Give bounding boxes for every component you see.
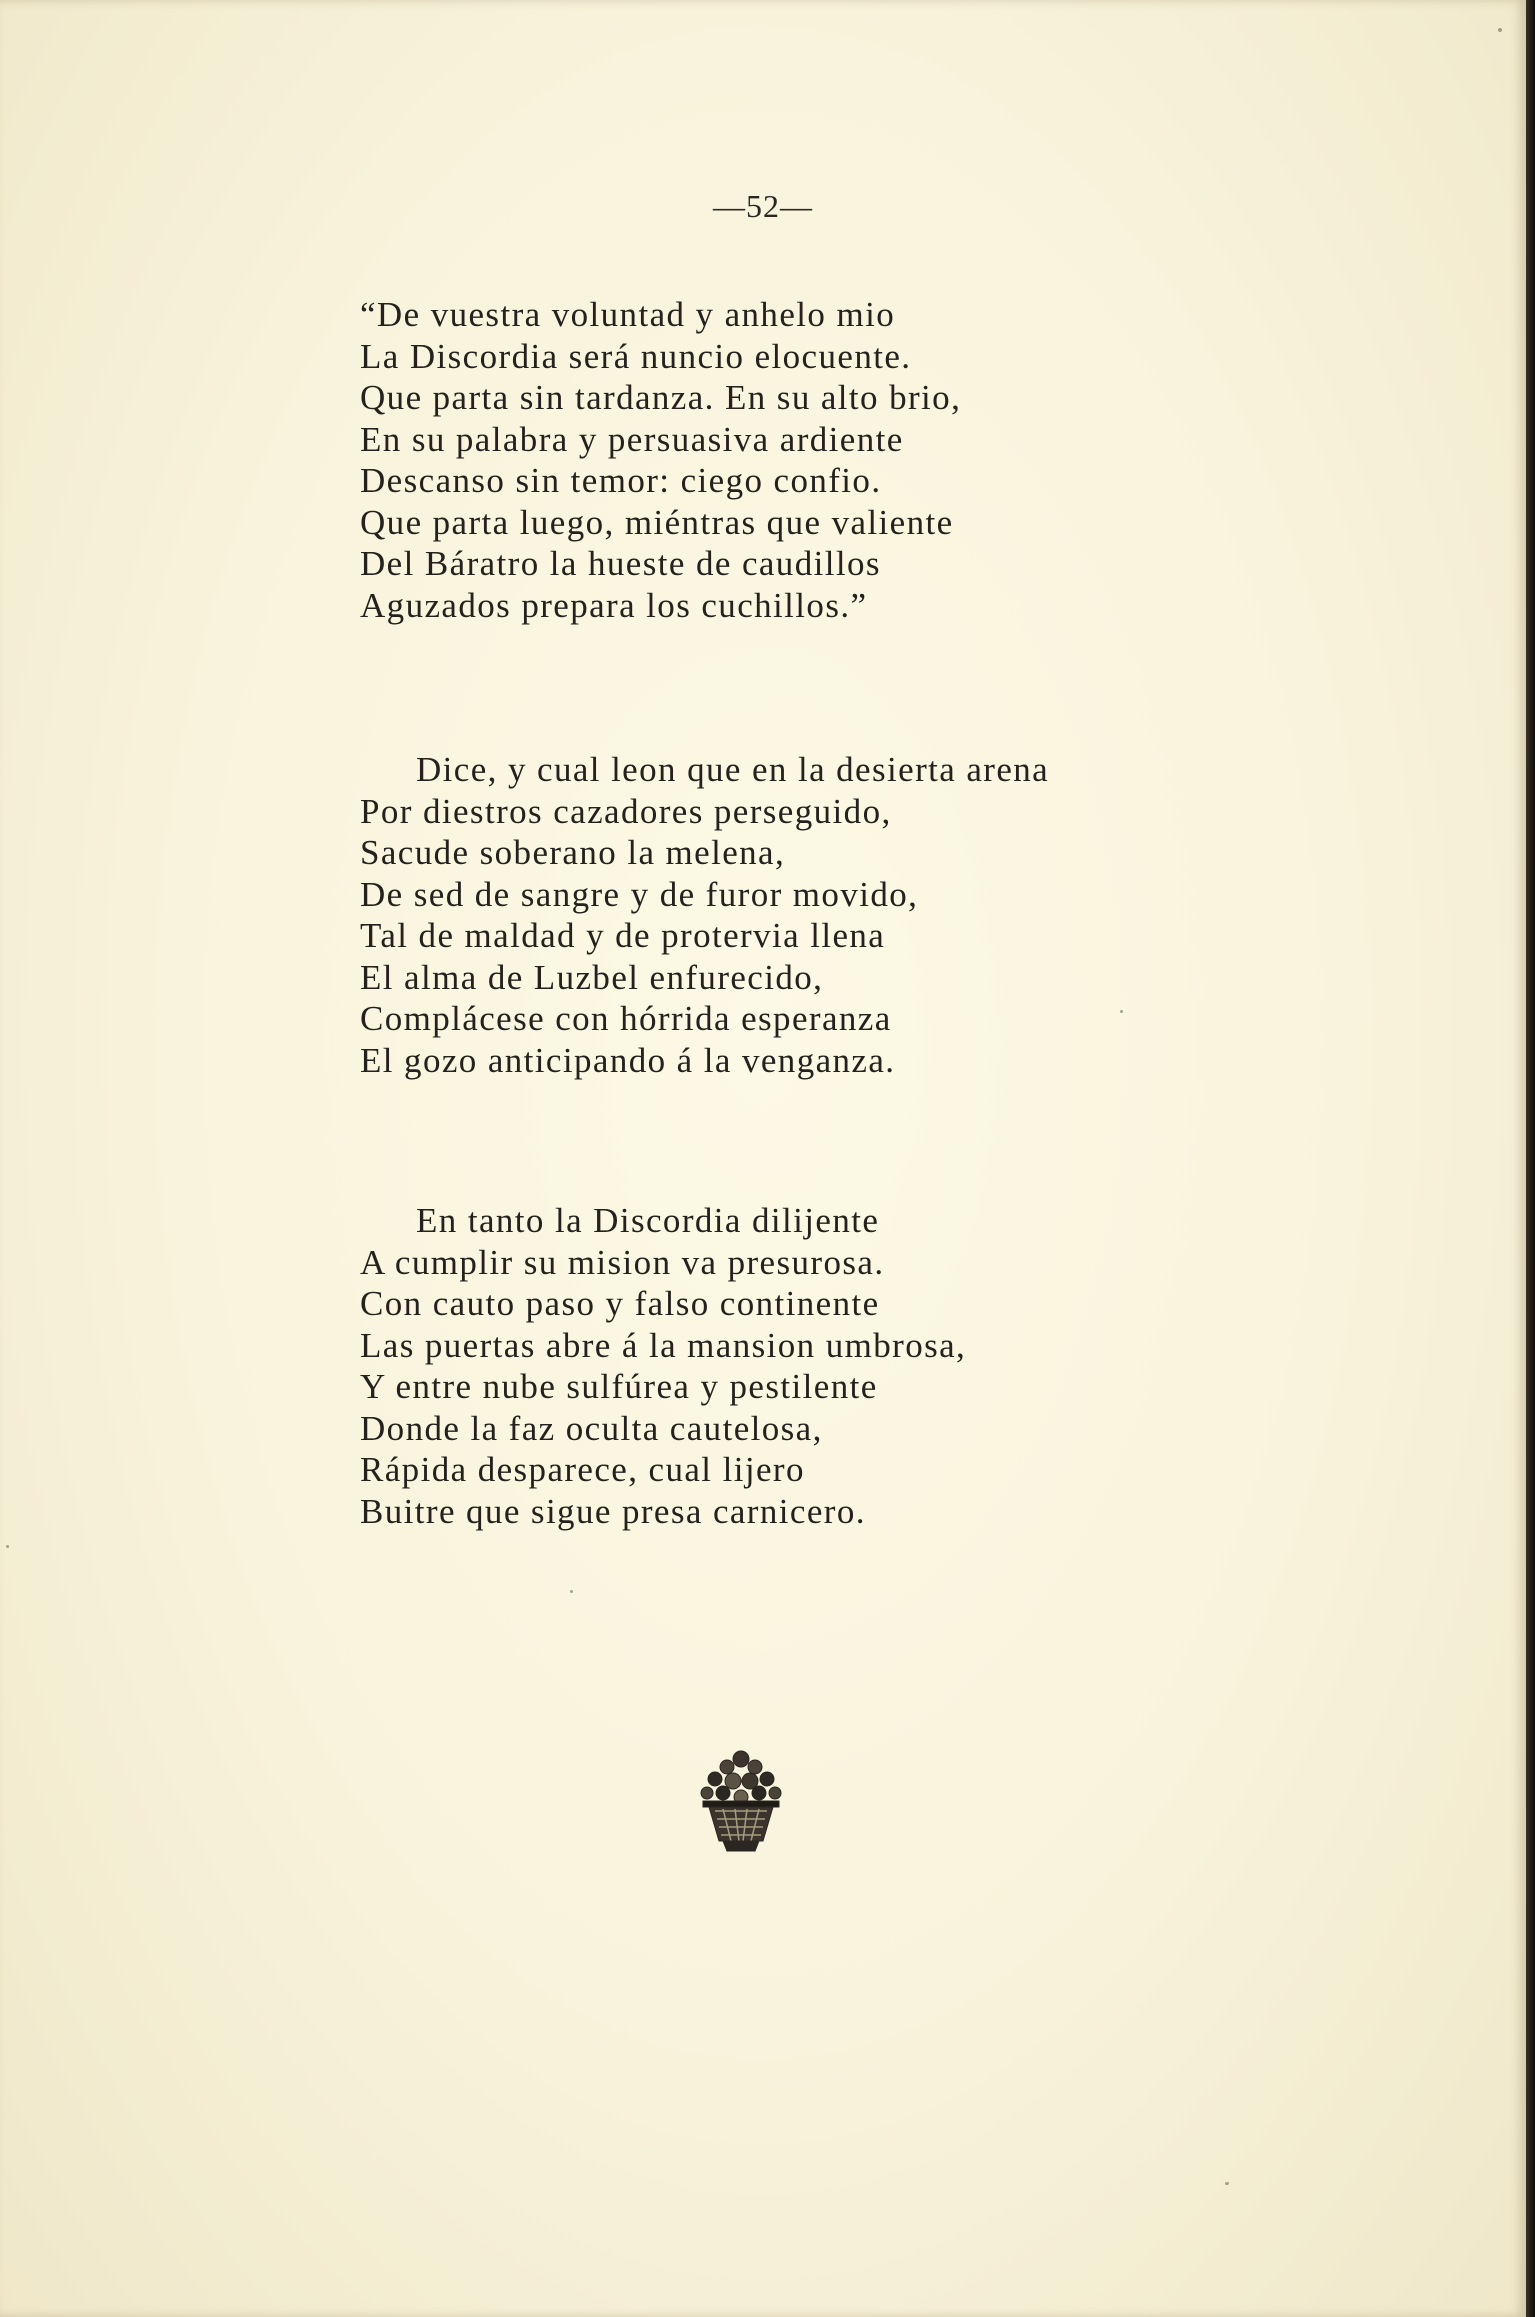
paper-speck <box>1225 2182 1229 2185</box>
verse-line: Dice, y cual leon que en la desierta arena <box>416 750 1050 789</box>
verse-line: El alma de Luzbel enfurecido, <box>360 957 824 997</box>
verse-line: Aguzados prepara los cuchillos.” <box>360 585 868 625</box>
verse-line: Del Báratro la hueste de caudillos <box>360 544 881 583</box>
verse-line: Descanso sin temor: ciego confio. <box>360 461 882 500</box>
verse-line: Buitre que sigue presa carnicero. <box>360 1491 866 1531</box>
verse-line: Por diestros cazadores perseguido, <box>360 791 892 831</box>
verse-line: Con cauto paso y falso continente <box>360 1284 880 1323</box>
verse-line: Las puertas abre á la mansion umbrosa, <box>360 1325 967 1365</box>
paper-speck <box>6 1545 9 1548</box>
verse-line: Donde la faz oculta cautelosa, <box>360 1408 823 1448</box>
verse-line: El gozo anticipando á la venganza. <box>360 1040 896 1080</box>
verse-line: En tanto la Discordia dilijente <box>416 1201 880 1240</box>
page-number: —52— <box>713 188 813 224</box>
verse-line: Complácese con hórrida esperanza <box>360 999 892 1038</box>
flower-basket-icon <box>693 1745 789 1855</box>
stanza-1 <box>360 294 961 626</box>
verse-line: Tal de maldad y de protervia llena <box>360 916 886 955</box>
stanza-3 <box>360 1200 966 1532</box>
verse-line: La Discordia será nuncio elocuente. <box>360 336 912 376</box>
verse-line: Que parta luego, miéntras que valiente <box>360 502 954 542</box>
verse-line: Que parta sin tardanza. En su alto brio, <box>360 378 962 417</box>
page-edge <box>1526 0 1535 2317</box>
verse-line: “De vuestra voluntad y anhelo mio <box>360 295 896 334</box>
verse-line: De sed de sangre y de furor movido, <box>360 874 919 914</box>
verse-line: Rápida desparece, cual lijero <box>360 1450 805 1489</box>
paper-speck <box>570 1590 573 1593</box>
stanza-2 <box>360 749 1049 1081</box>
paper-speck <box>1120 1010 1123 1013</box>
verse-line: Y entre nube sulfúrea y pestilente <box>360 1367 878 1406</box>
verse-line: Sacude soberano la melena, <box>360 833 786 872</box>
paper-speck <box>1498 28 1502 32</box>
verse-line: En su palabra y persuasiva ardiente <box>360 419 904 459</box>
verse-line: A cumplir su mision va presurosa. <box>360 1242 885 1282</box>
